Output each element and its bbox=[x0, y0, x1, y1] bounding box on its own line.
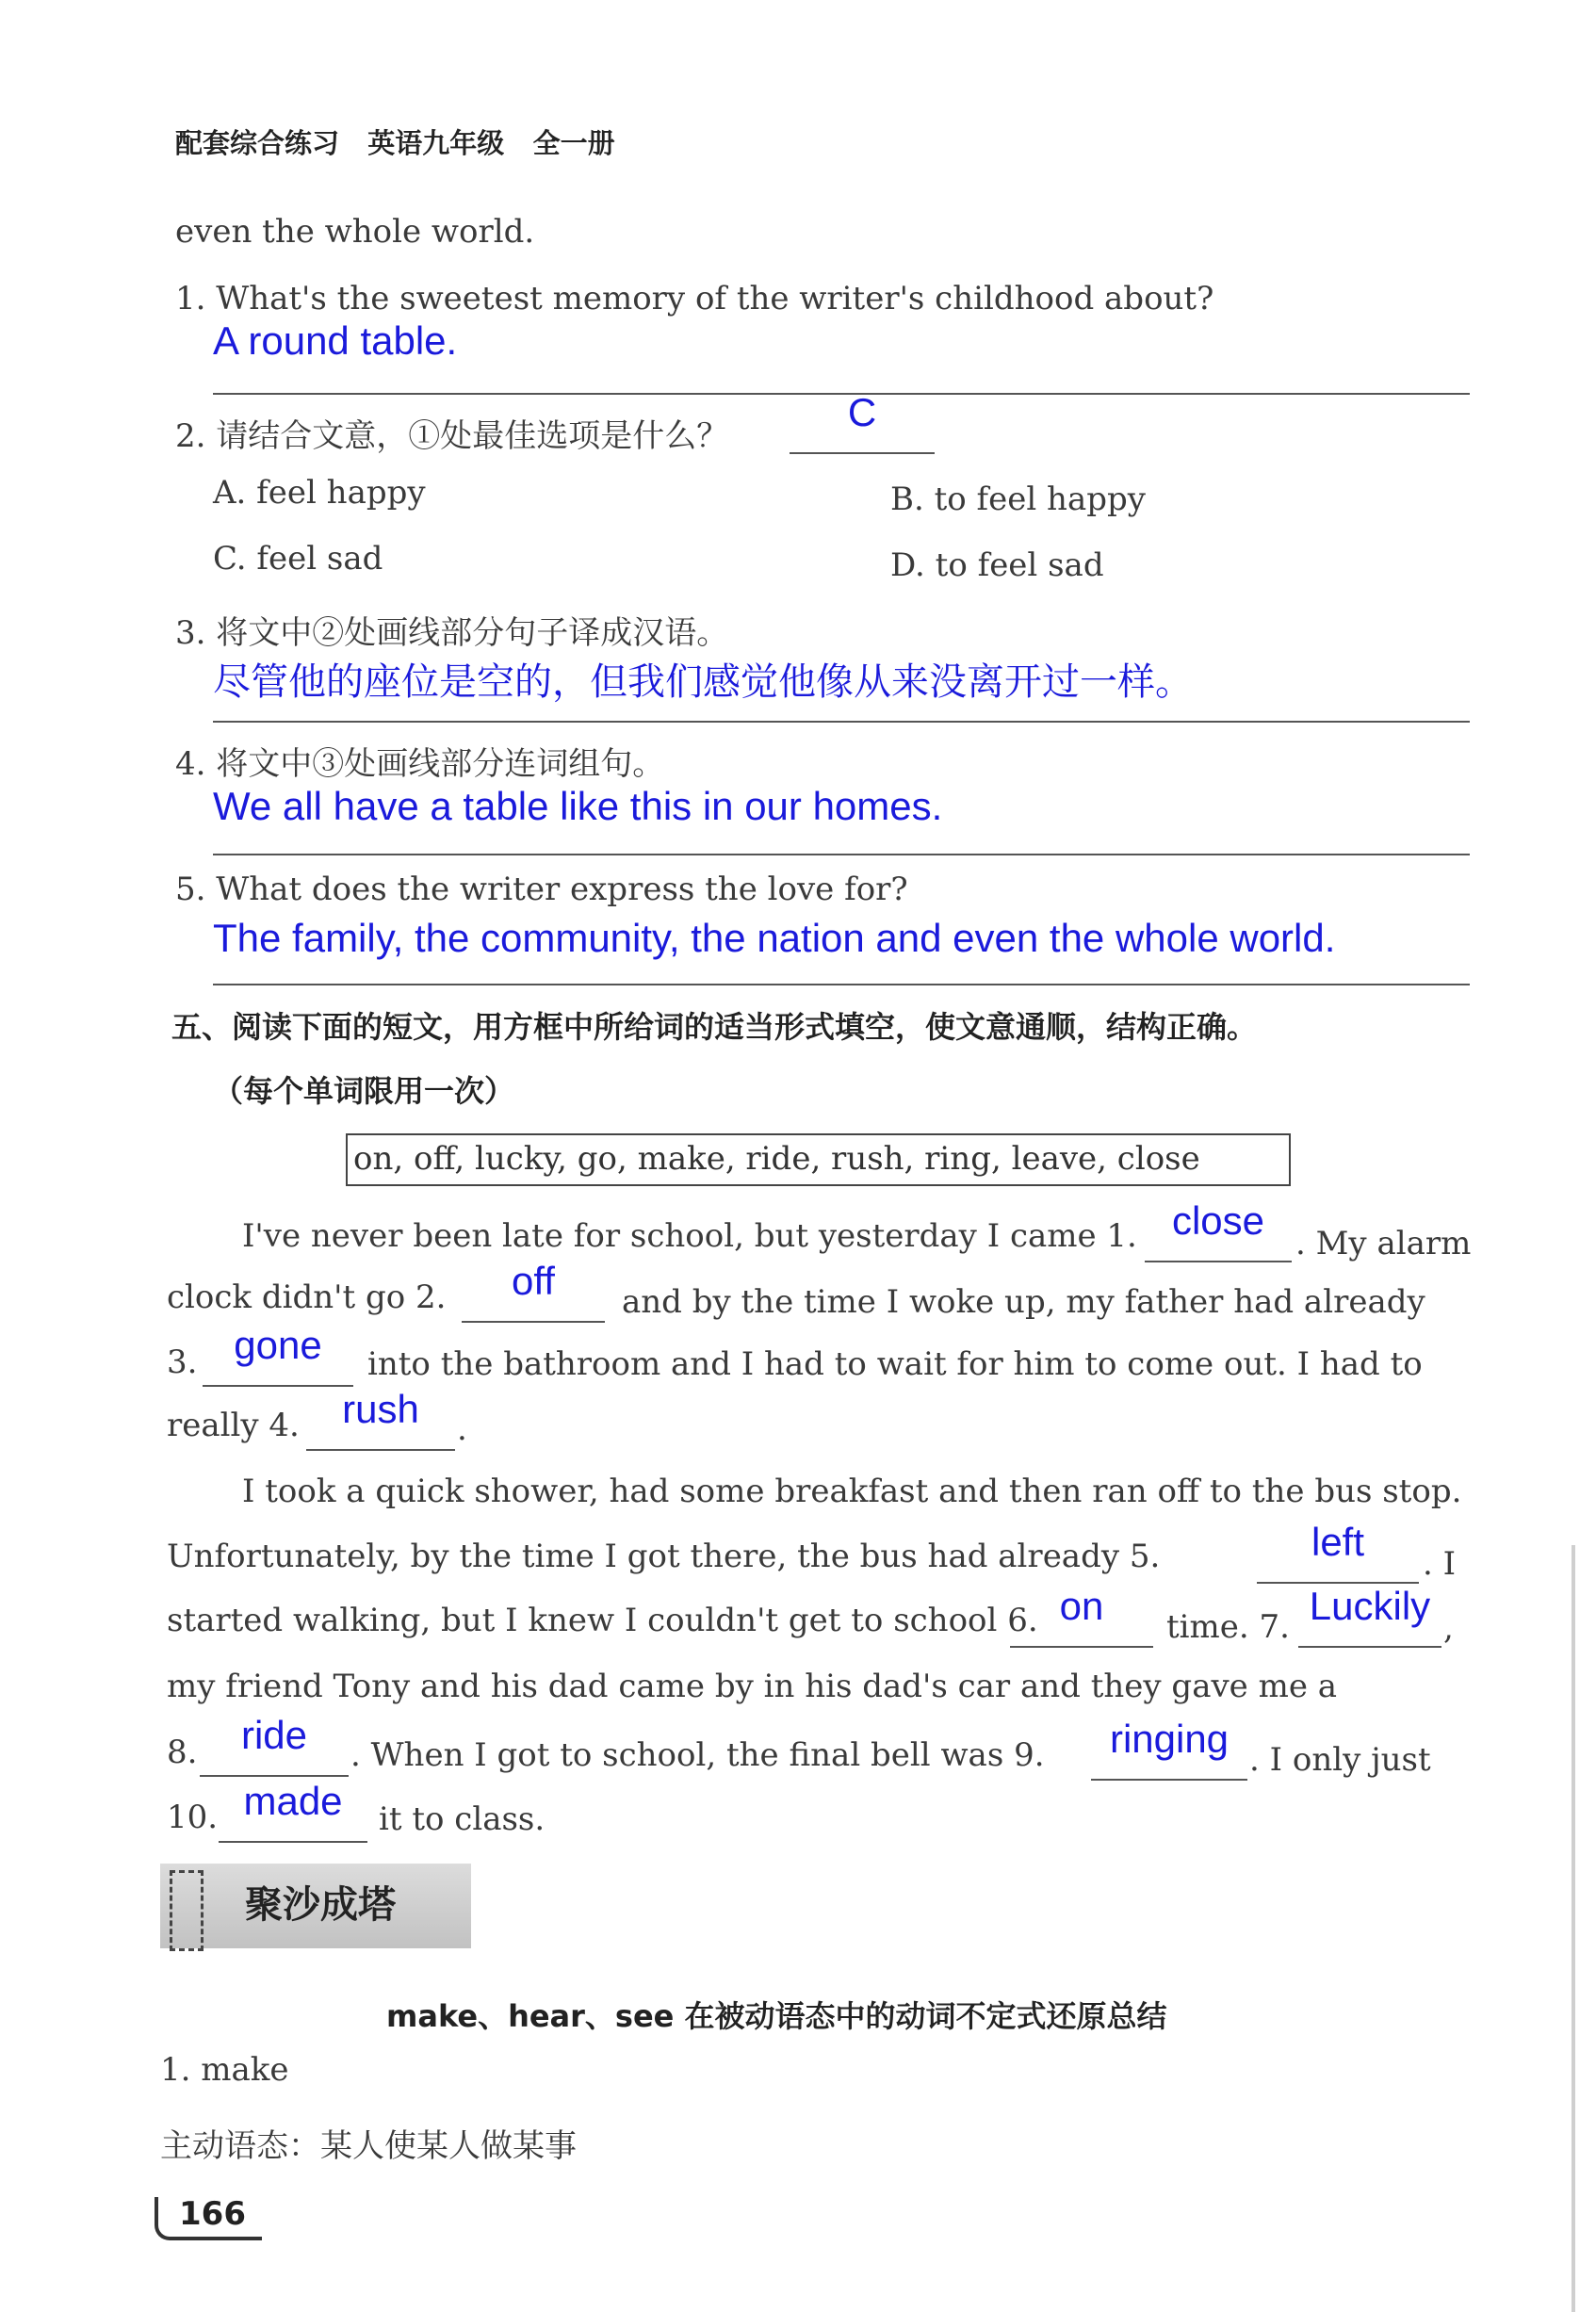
option-d: D. to feel sad bbox=[890, 546, 1104, 584]
blank-10-answer: made bbox=[243, 1779, 343, 1823]
passage-text: and by the time I woke up, my father had already bbox=[622, 1283, 1425, 1321]
question-2-prompt: 2. 请结合文意，①处最佳选项是什么？ bbox=[175, 417, 729, 455]
banner-title: 聚沙成塔 bbox=[245, 1883, 396, 1927]
blank-9 bbox=[1091, 1717, 1247, 1781]
question-3-prompt: 3. 将文中②处画线部分句子译成汉语。 bbox=[175, 614, 729, 652]
blank-2 bbox=[462, 1259, 605, 1323]
passage-text: 10. bbox=[167, 1799, 219, 1836]
blank-7-answer: Luckily bbox=[1309, 1584, 1431, 1628]
grammar-item: 1. make bbox=[160, 2051, 289, 2089]
passage-text: I took a quick shower, had some breakfast and then ran off to the bus stop. bbox=[242, 1473, 1462, 1510]
passage-text: 8. bbox=[167, 1734, 198, 1771]
question-2-answer: C bbox=[847, 390, 877, 434]
passage-text: . When I got to school, the final bell was 9. bbox=[350, 1736, 1045, 1774]
passage-text: started walking, but I knew I couldn't get to school 6. bbox=[167, 1602, 1038, 1639]
word-box: on, off, lucky, go, make, ride, rush, ring, leave, close bbox=[346, 1133, 1291, 1186]
passage-text: , bbox=[1443, 1609, 1454, 1647]
question-2-blank bbox=[790, 390, 935, 454]
question-1-prompt: 1. What's the sweetest memory of the writer's childhood about? bbox=[175, 280, 1214, 317]
answer-line bbox=[213, 854, 1470, 855]
passage-text: really 4. bbox=[167, 1407, 300, 1444]
passage-text: I've never been late for school, but yesterday I came 1. bbox=[242, 1217, 1137, 1255]
blank-8 bbox=[200, 1713, 349, 1777]
passage-text: time. 7. bbox=[1166, 1608, 1290, 1646]
question-4-prompt: 4. 将文中③处画线部分连词组句。 bbox=[175, 745, 665, 783]
passage-text: . I only just bbox=[1249, 1741, 1431, 1779]
passage-text: Unfortunately, by the time I got there, the bus had already 5. bbox=[167, 1538, 1161, 1575]
blank-2-answer: off bbox=[512, 1259, 555, 1303]
page-number: 166 bbox=[179, 2195, 246, 2233]
option-a: A. feel happy bbox=[213, 474, 426, 512]
passage-text: . I bbox=[1423, 1545, 1457, 1583]
page-number-tab bbox=[155, 2197, 262, 2240]
page-edge-line bbox=[1572, 1545, 1575, 2312]
section-5-note: （每个单词限用一次） bbox=[213, 1073, 515, 1109]
question-5-prompt: 5. What does the writer express the love for? bbox=[175, 871, 908, 908]
grammar-title: make、hear、see 在被动语态中的动词不定式还原总结 bbox=[386, 1998, 1167, 2034]
blank-3-answer: gone bbox=[234, 1323, 322, 1367]
blank-5-answer: left bbox=[1311, 1520, 1365, 1564]
blank-10 bbox=[219, 1779, 367, 1843]
blank-1-answer: close bbox=[1171, 1198, 1265, 1243]
blank-8-answer: ride bbox=[240, 1713, 308, 1757]
question-4-answer: We all have a table like this in our homes. bbox=[213, 784, 943, 828]
passage-text: 3. bbox=[167, 1343, 198, 1381]
passage-text: . My alarm bbox=[1295, 1225, 1472, 1262]
blank-9-answer: ringing bbox=[1109, 1717, 1230, 1761]
running-header: 配套综合练习 英语九年级 全一册 bbox=[175, 127, 615, 159]
question-5-answer: The family, the community, the nation and even the whole world. bbox=[213, 916, 1336, 960]
answer-line bbox=[213, 721, 1470, 723]
blank-5 bbox=[1257, 1520, 1419, 1584]
answer-line bbox=[213, 393, 1470, 395]
blank-1 bbox=[1145, 1198, 1292, 1262]
option-c: C. feel sad bbox=[213, 540, 383, 578]
blank-7 bbox=[1298, 1584, 1441, 1648]
question-3-answer: 尽管他的座位是空的，但我们感觉他像从来没离开过一样。 bbox=[213, 660, 1193, 704]
passage-text: into the bathroom and I had to wait for him to come out. I had to bbox=[367, 1345, 1423, 1383]
passage-text: my friend Tony and his dad came by in his dad's car and they gave me a bbox=[167, 1668, 1338, 1705]
passage-text: . bbox=[457, 1410, 467, 1448]
banner-decoration-icon bbox=[170, 1870, 204, 1951]
blank-4-answer: rush bbox=[342, 1387, 419, 1431]
passage-continuation: even the whole world. bbox=[175, 213, 535, 251]
blank-6-answer: on bbox=[1059, 1584, 1104, 1628]
grammar-line: 主动语态：某人使某人做某事 bbox=[160, 2127, 577, 2165]
option-b: B. to feel happy bbox=[890, 480, 1146, 518]
blank-3 bbox=[203, 1323, 353, 1387]
blank-4 bbox=[306, 1387, 455, 1451]
section-5-title: 五、阅读下面的短文，用方框中所给词的适当形式填空，使文意通顺，结构正确。 bbox=[171, 1009, 1258, 1045]
passage-text: it to class. bbox=[379, 1800, 546, 1838]
passage-text: clock didn't go 2. bbox=[167, 1278, 447, 1316]
answer-line bbox=[213, 984, 1470, 985]
blank-6 bbox=[1010, 1584, 1153, 1648]
question-1-answer: A round table. bbox=[213, 318, 458, 363]
